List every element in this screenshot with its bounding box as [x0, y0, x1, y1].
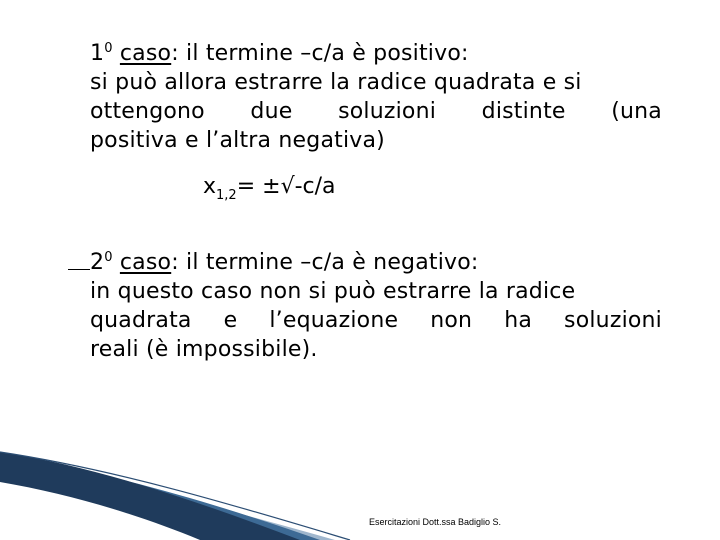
case-2-caso-label: caso — [119, 250, 172, 275]
case-2-ordinal: 0 — [104, 250, 113, 265]
case-1-caso-label: caso — [119, 41, 172, 66]
case-2-heading — [90, 243, 662, 277]
slide-footer: Esercitazioni Dott.ssa Badiglio S. — [369, 517, 502, 527]
swoosh-dark-band — [0, 452, 300, 540]
case-2-lead-underline — [68, 269, 90, 270]
case-2-number: 2 — [90, 250, 105, 275]
case-1-heading-text: : il termine –c/a è positivo: — [171, 41, 469, 66]
formula-subscript: 1,2 — [216, 188, 237, 203]
case-2-block — [90, 243, 662, 364]
case-2-line-3: reali (è impossibile). — [90, 337, 318, 362]
case-1-heading — [90, 34, 662, 68]
case-2-heading-text: : il termine –c/a è negativo: — [171, 250, 479, 275]
case-2-line-1: in questo caso non si può estrarre la radice — [90, 279, 576, 304]
formula-rhs: = ±√-c/a — [236, 174, 336, 199]
case-1-block — [90, 34, 662, 155]
formula-variable: x — [203, 174, 217, 199]
case-1-line-3: positiva e l’altra negativa) — [90, 128, 385, 153]
case-1-line-2: ottengono due soluzioni distinte (una — [90, 99, 662, 124]
solution-formula — [203, 172, 336, 210]
case-2-line-2: quadrata e l’equazione non ha soluzioni — [90, 308, 662, 333]
case-1-number: 1 — [90, 41, 105, 66]
case-1-line-1: si può allora estrarre la radice quadrata e si — [90, 70, 582, 95]
case-1-ordinal: 0 — [104, 41, 113, 56]
